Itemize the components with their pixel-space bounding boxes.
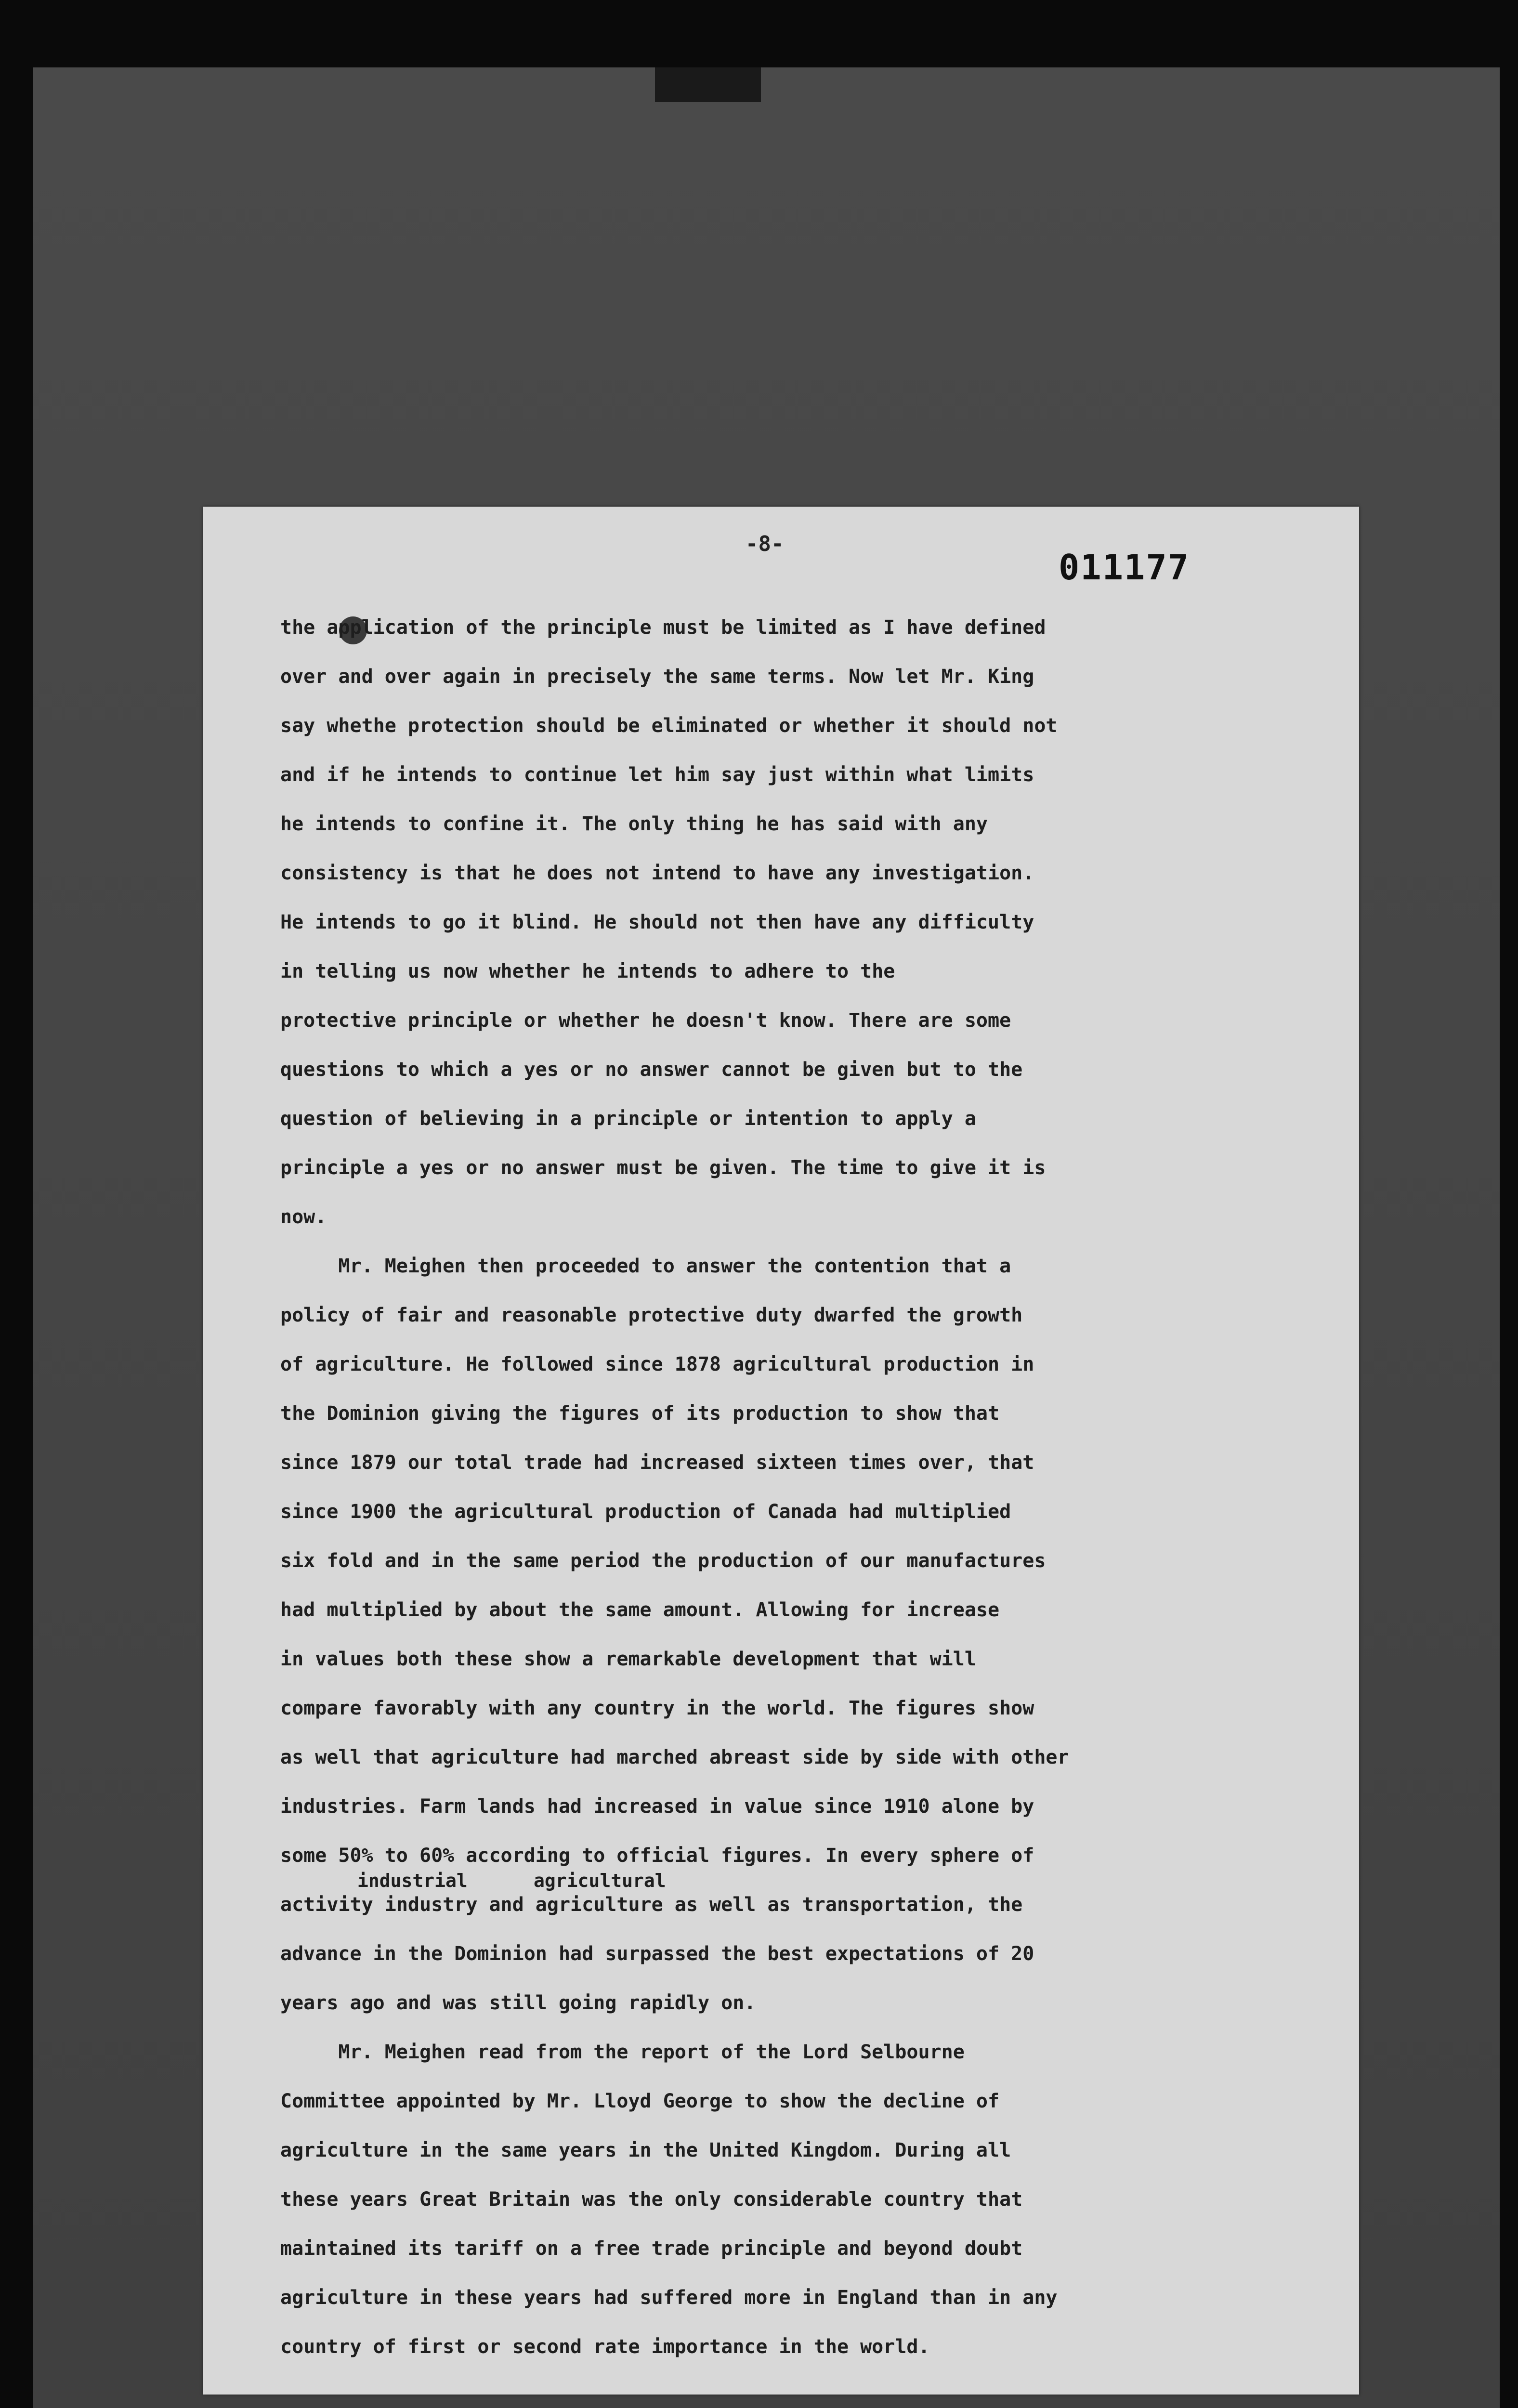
text-line: of agriculture. He followed since 1878 agricultural production in (280, 1353, 1034, 1375)
text-line: questions to which a yes or no answer cannot be given but to the (280, 1059, 1023, 1081)
text-line: maintained its tariff on a free trade principle and beyond doubt (280, 2238, 1023, 2260)
text-line: six fold and in the same period the production of our manufactures (280, 1550, 1046, 1572)
text-line: in telling us now whether he intends to adhere to the (280, 960, 895, 982)
text-line: had multiplied by about the same amount. Allowing for increase (280, 1599, 1000, 1621)
text-line: question of believing in a principle or intention to apply a (280, 1108, 976, 1130)
text-line: now. (280, 1206, 327, 1228)
page-number: -8- (746, 532, 784, 556)
paragraph-3 (280, 2028, 1292, 2371)
text-line: industries. Farm lands had increased in value since 1910 alone by (280, 1795, 1034, 1818)
text-line: protective principle or whether he doesn't know. There are some (280, 1009, 1011, 1032)
text-line: Mr. Meighen read from the report of the Lord Selbourne (280, 2041, 965, 2063)
text-line: compare favorably with any country in the world. The figures show (280, 1697, 1034, 1719)
text-line: over and over again in precisely the same terms. Now let Mr. King (280, 666, 1034, 688)
paragraph-2 (280, 1242, 1292, 2028)
stamp-number: 011177 (1059, 547, 1190, 588)
text-line: agriculture in the same years in the United Kingdom. During all (280, 2139, 1011, 2161)
text-line: He intends to go it blind. He should not then have any difficulty (280, 911, 1034, 933)
text-line: these years Great Britain was the only considerable country that (280, 2188, 1023, 2211)
text-line: in values both these show a remarkable development that will (280, 1648, 976, 1670)
mount-tab (655, 67, 761, 102)
text-line: as well that agriculture had marched abreast side by side with other (280, 1746, 1069, 1768)
interlinear-insertion: industrial agricultural (357, 1870, 666, 1891)
text-line: he intends to confine it. The only thing he has said with any (280, 813, 988, 835)
text-line: Mr. Meighen then proceeded to answer the contention that a (280, 1255, 1011, 1277)
text-line: say whethe protection should be eliminated or whether it should not (280, 715, 1058, 737)
text-line: agriculture in these years had suffered more in England than in any (280, 2287, 1058, 2309)
text-line: activity industry and agriculture as well as transportation, the (280, 1894, 1023, 1916)
text-line: some 50% to 60% according to official figures. In every sphere of (280, 1845, 1034, 1867)
text-line: consistency is that he does not intend to have any investigation. (280, 862, 1034, 884)
typed-page (203, 507, 1359, 2395)
text-line: and if he intends to continue let him say just within what limits (280, 764, 1034, 786)
text-line: Committee appointed by Mr. Lloyd George to show the decline of (280, 2090, 1000, 2112)
text-line: since 1879 our total trade had increased sixteen times over, that (280, 1452, 1034, 1474)
paragraph-1 (280, 603, 1292, 1242)
text-line: principle a yes or no answer must be given. The time to give it is (280, 1157, 1046, 1179)
text-line: the application of the principle must be limited as I have defined (280, 616, 1046, 639)
text-line: country of first or second rate importance in the world. (280, 2336, 930, 2358)
text-line: the Dominion giving the figures of its production to show that (280, 1402, 1000, 1425)
text-line: policy of fair and reasonable protective duty dwarfed the growth (280, 1304, 1023, 1326)
text-line: since 1900 the agricultural production of Canada had multiplied (280, 1501, 1011, 1523)
text-line: advance in the Dominion had surpassed the best expectations of 20 (280, 1943, 1034, 1965)
document-body (280, 603, 1292, 2371)
text-line: years ago and was still going rapidly on. (280, 1992, 756, 2014)
